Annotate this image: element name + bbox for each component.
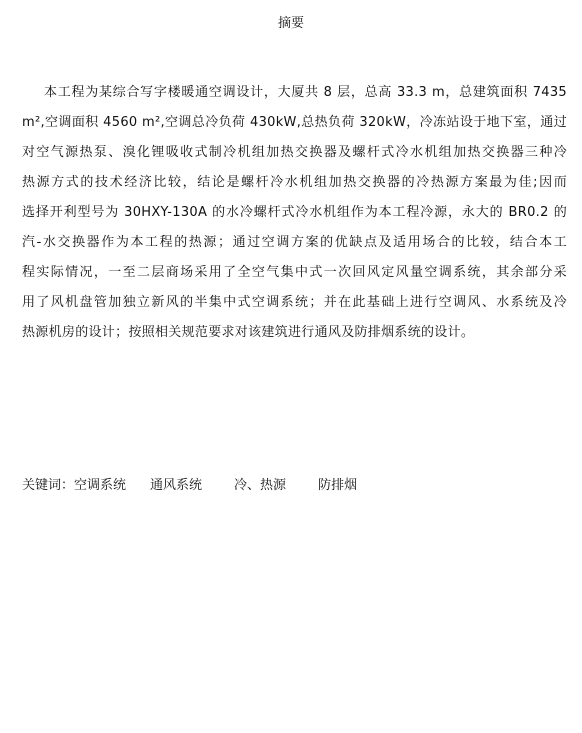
abstract-body [22,78,567,348]
abstract-line: 热源方式的技术经济比较，结论是螺杆冷水机组加热交换器的冷热源方案最为佳;因而 [22,175,567,190]
abstract-line: 对空气源热泵、溴化锂吸收式制冷机组加热交换器及螺杆式冷水机组加热交换器三种冷 [22,145,567,160]
keyword: 防排烟 [318,478,358,493]
abstract-line: 本工程为某综合写字楼暖通空调设计，大厦共 8 层，总高 33.3 m，总建筑面积 7435 [44,85,567,100]
abstract-line: 选择开利型号为 30HXY-130A 的水冷螺杆式冷水机组作为本工程冷源，永大的 BR0.2 的 [22,205,567,220]
abstract-line: 汽-水交换器作为本工程的热源；通过空调方案的优缺点及适用场合的比较，结合本工 [22,235,567,250]
abstract-line: 热源机房的设计；按照相关规范要求对该建筑进行通风及防排烟系统的设计。 [22,325,475,340]
abstract-line: m²,空调面积 4560 m²,空调总冷负荷 430kW,总热负荷 320kW，冷冻站设于地下室，通过 [22,115,567,130]
keywords-row [22,476,357,496]
abstract-title: 摘要 [277,16,304,31]
keywords-label: 关键词： [22,478,75,493]
keyword: 冷、热源 [234,478,287,493]
abstract-line: 用了风机盘管加独立新风的半集中式空调系统；并在此基础上进行空调风、水系统及冷 [22,295,567,310]
abstract-line: 程实际情况，一至二层商场采用了全空气集中式一次回风定风量空调系统，其余部分采 [22,265,567,280]
keyword: 通风系统 [150,478,203,493]
keyword: 空调系统 [74,478,127,493]
